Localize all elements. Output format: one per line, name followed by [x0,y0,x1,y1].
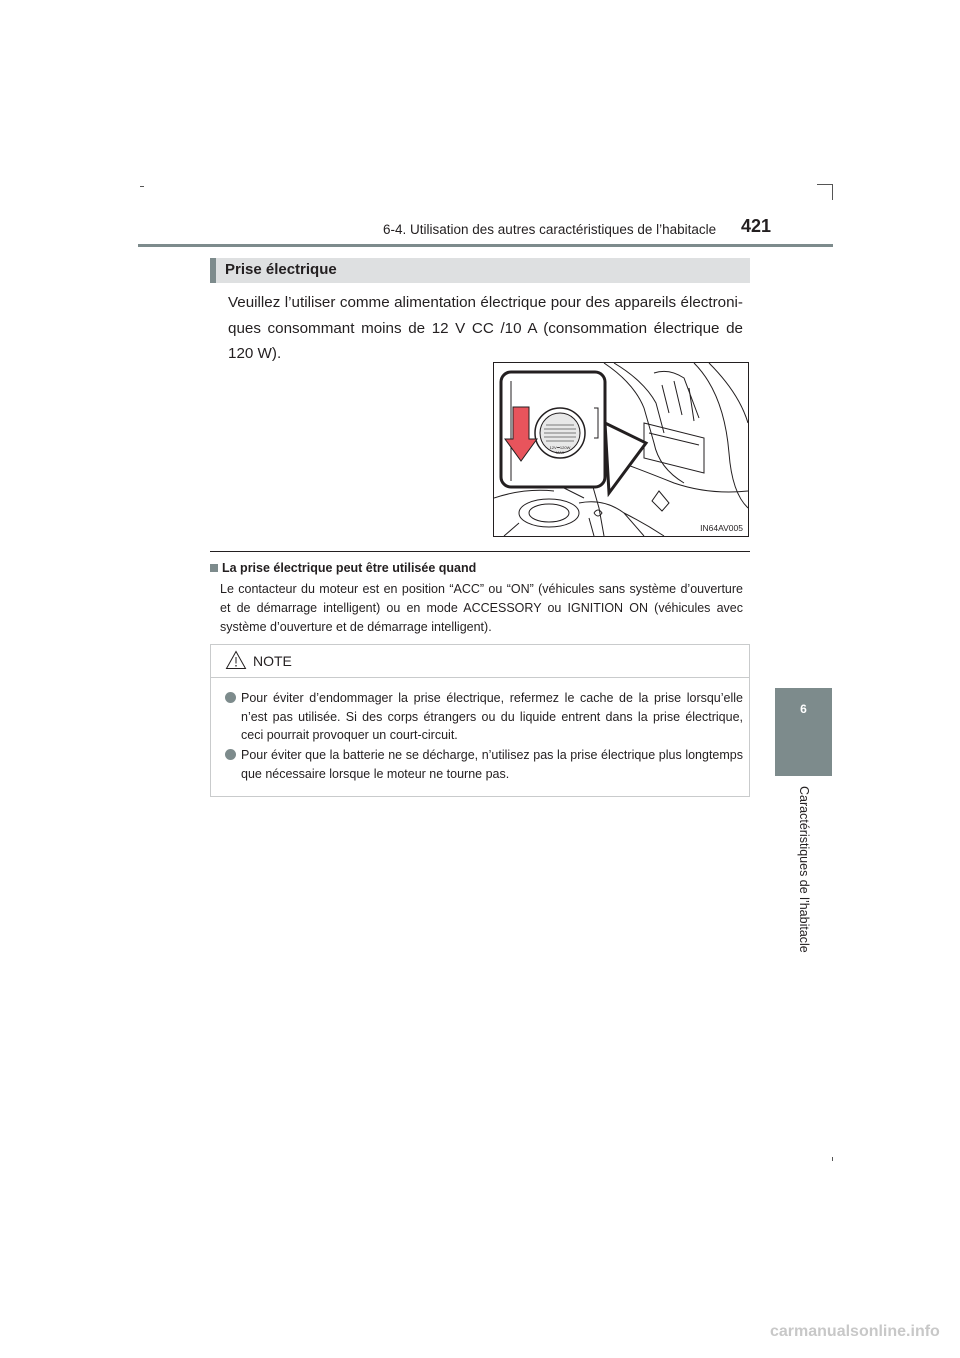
plug-max-text: MAX [555,450,565,455]
crop-mark-bottom-right [832,1157,833,1161]
info-heading-text: La prise électrique peut être utilisée quand [222,561,477,575]
running-header: 6-4. Utilisation des autres caractéristiques de l’habitacle [383,222,717,237]
note-header [211,645,749,678]
intro-paragraph: Veuillez l’utiliser comme alimentation électrique pour des appareils électroni-ques consommant moins de 12 V CC /10 A (consommation électrique de 120 W). [228,294,743,362]
square-bullet-icon [210,564,218,572]
page-number: 421 [741,216,772,236]
watermark: carmanualsonline.info [770,1323,940,1340]
illustration-drawing [494,363,748,536]
info-heading [210,561,476,575]
power-outlet-illustration [493,362,749,537]
plug-rating-text: 12V⎓120W [549,445,571,450]
header-rule [138,244,833,247]
circle-bullet-icon [225,692,236,703]
figure-code: IN64AV005 [700,523,743,533]
section-title-bar [210,258,750,283]
chapter-number: 6 [800,702,807,716]
section-divider [210,551,750,552]
note-box [210,644,750,797]
note-item [225,689,743,745]
info-body: Le contacteur du moteur est en position “ACC” ou “ON” (véhicules sans système d’ouverture et de démarrage intelligent) ou en mode ACCESSORY ou IGNITION ON (véhicules avec système d’ouverture et de démarrage intelligent). [220,582,743,634]
crop-mark-top-right-v [832,184,833,200]
crop-mark-top-right-h [817,184,833,185]
note-item-text: Pour éviter d’endommager la prise électrique, refermez le cache de la prise lorsqu’elle n’est pas utilisée. Si des corps étrangers ou du liquide entrent dans la prise électrique, ceci pourrait provoquer un court-circuit. [241,691,743,742]
note-item [225,746,743,783]
circle-bullet-icon [225,749,236,760]
crop-mark-top-left [140,186,144,187]
warning-triangle-icon [225,650,247,670]
chapter-tab [775,688,832,776]
note-label: NOTE [253,653,292,669]
section-title-accent [210,258,216,283]
chapter-title-vertical: Caractéristiques de l’habitacle [797,786,811,953]
note-item-text: Pour éviter que la batterie ne se décharge, n’utilisez pas la prise électrique plus longtemps que nécessaire lorsque le moteur ne tourne pas. [241,748,743,781]
section-title: Prise électrique [225,261,337,278]
